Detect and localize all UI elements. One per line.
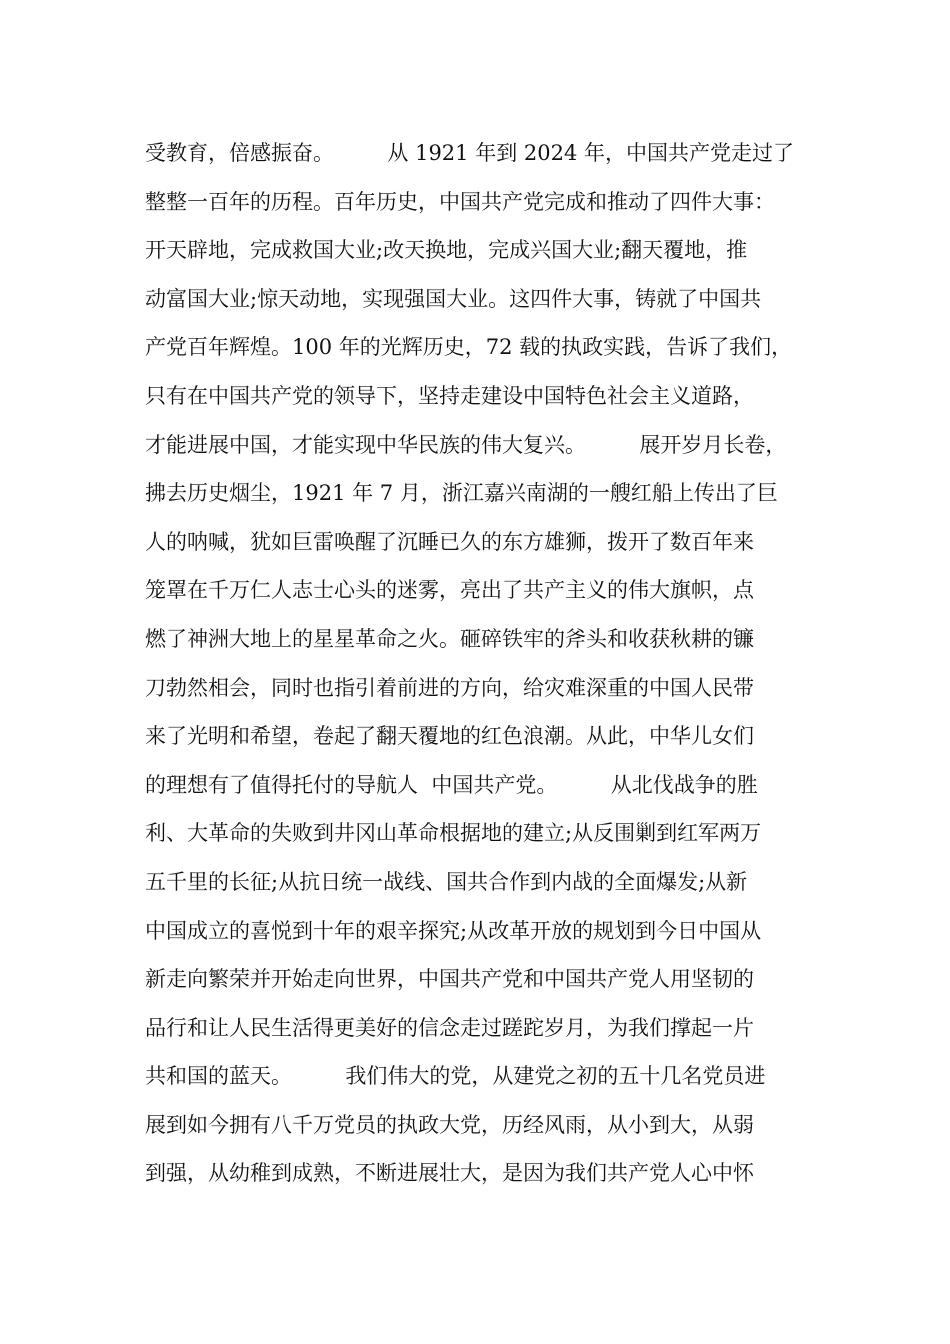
text-line: 利、大革命的失败到井冈山革命根据地的建立;从反围剿到红军两万 (145, 821, 762, 846)
text-line: 五千里的长征;从抗日统一战线、国共合作到内战的全面爆发;从新 (145, 869, 748, 894)
text-line: 到强，从幼稚到成熟，不断进展壮大，是因为我们共产党人心中怀 (145, 1161, 754, 1186)
text-line: 只有在中国共产党的领导下，坚持走建设中国特色社会主义道路， (145, 383, 754, 408)
body-text (145, 129, 835, 1198)
text-line: 的理想有了值得托付的导航人 中国共产党。 从北伐战争的胜 (145, 772, 758, 797)
text-line: 开天辟地，完成救国大业;改天换地，完成兴国大业;翻天覆地，推 (145, 238, 748, 263)
text-line: 整整一百年的历程。百年历史，中国共产党完成和推动了四件大事： (145, 189, 775, 214)
text-line: 笼罩在千万仁人志士心头的迷雾，亮出了共产主义的伟大旗帜，点 (145, 578, 754, 603)
text-line: 来了光明和希望，卷起了翻天覆地的红色浪潮。从此，中华儿女们 (145, 724, 754, 749)
text-line: 拂去历史烟尘，1921 年 7 月，浙江嘉兴南湖的一艘红船上传出了巨 (145, 481, 778, 506)
text-line: 动富国大业;惊天动地，实现强国大业。这四件大事，铸就了中国共 (145, 286, 762, 311)
text-line: 受教育，倍感振奋。 从 1921 年到 2024 年，中国共产党走过了 (145, 141, 794, 165)
text-line: 刀勃然相会，同时也指引着前进的方向，给灾难深重的中国人民带 (145, 675, 754, 700)
text-line: 才能进展中国，才能实现中华民族的伟大复兴。 展开岁月长卷， (145, 432, 787, 457)
text-line: 新走向繁荣并开始走向世界，中国共产党和中国共产党人用坚韧的 (145, 967, 754, 992)
text-line: 中国成立的喜悦到十年的艰辛探究;从改革开放的规划到今日中国从 (145, 918, 762, 943)
text-line: 品行和让人民生活得更美好的信念走过蹉跎岁月，为我们撑起一片 (145, 1015, 754, 1040)
text-line: 燃了神洲大地上的星星革命之火。砸碎铁牢的斧头和收获秋耕的镰 (145, 626, 754, 651)
text-line: 共和国的蓝天。 我们伟大的党，从建党之初的五十几名党员进 (145, 1064, 766, 1089)
text-line: 产党百年辉煌。100 年的光辉历史，72 载的执政实践，告诉了我们， (145, 335, 793, 360)
text-line: 人的呐喊，犹如巨雷唤醒了沉睡已久的东方雄狮，拨开了数百年来 (145, 529, 754, 554)
text-line: 展到如今拥有八千万党员的执政大党，历经风雨，从小到大，从弱 (145, 1112, 754, 1137)
